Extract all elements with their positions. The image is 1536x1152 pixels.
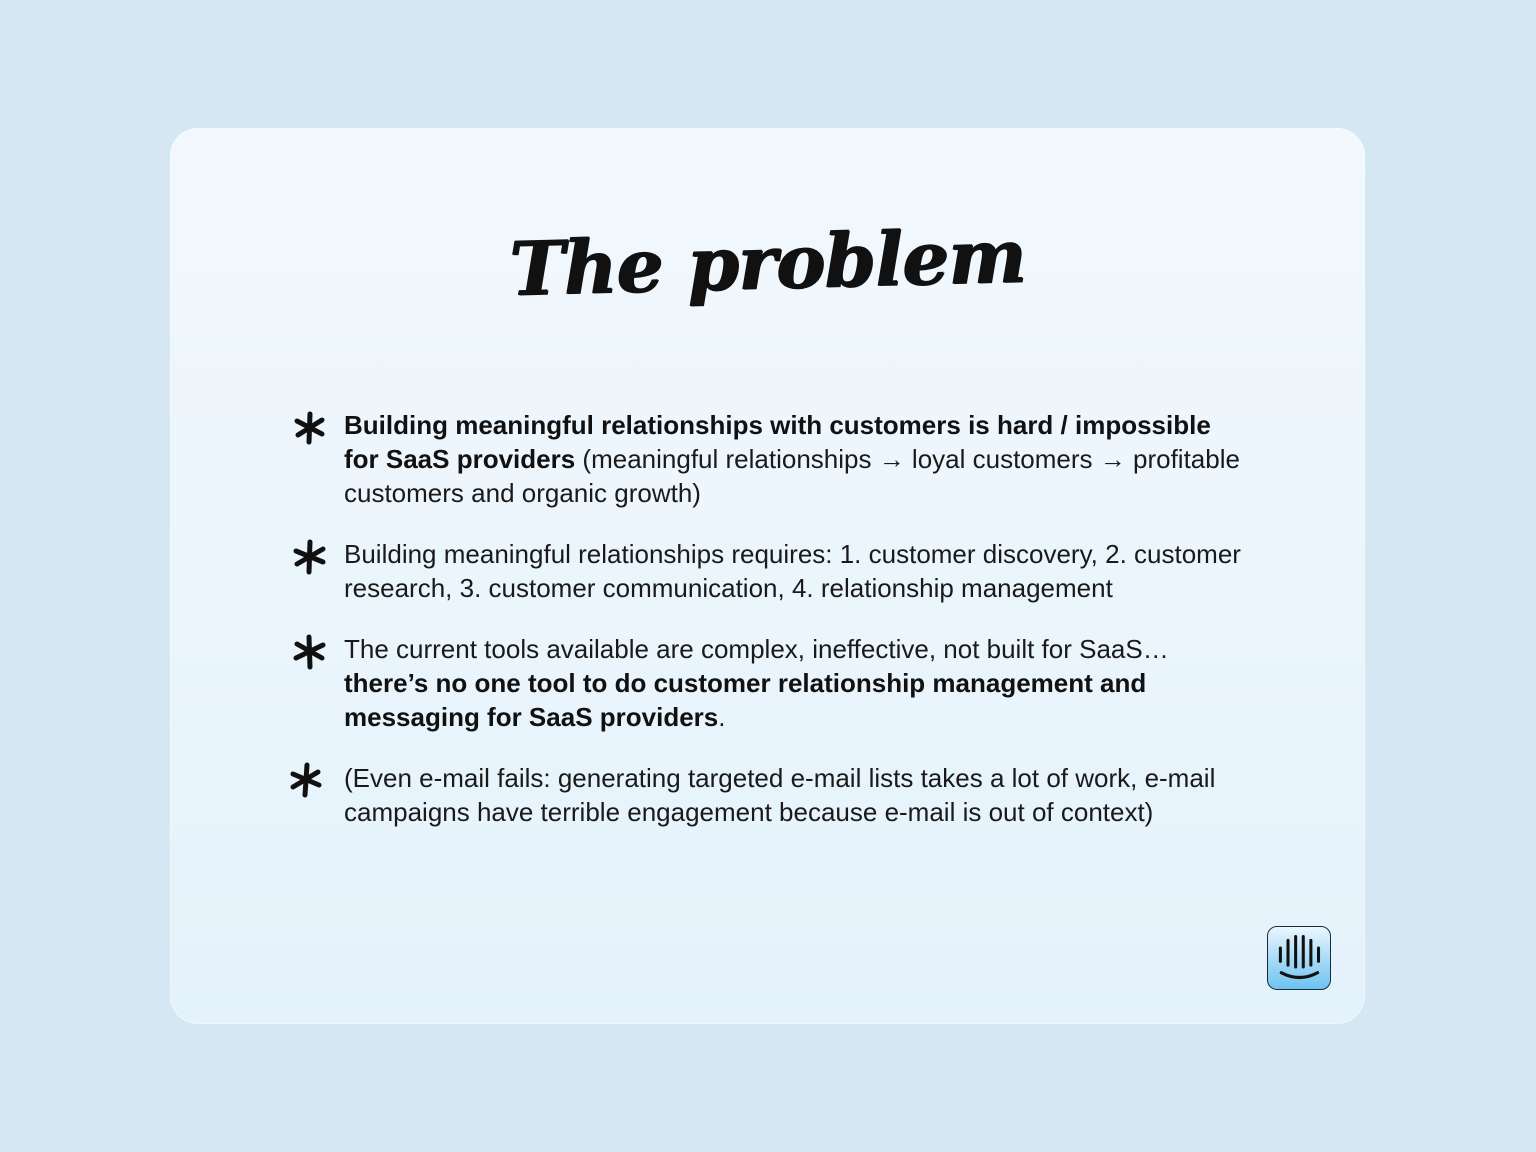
slide-card — [170, 128, 1365, 1024]
bullet-4-text: (Even e-mail fails: generating targeted e-mail lists takes a lot of work, e-mail campaigns have terrible engagement because e-mail is out of context) — [344, 763, 1216, 827]
bullet-3-text — [344, 634, 1169, 732]
bullet-2-text: Building meaningful relationships requires: 1. customer discovery, 2. customer research, 3. customer communication, 4. relationship management — [344, 539, 1241, 603]
asterisk-icon — [290, 408, 330, 448]
bullet-item-3 — [290, 632, 1250, 734]
bullet-1-text — [344, 410, 1240, 508]
bullet-item-2 — [290, 537, 1250, 605]
bullet-list — [290, 408, 1250, 856]
bullet-1-bold: Building meaningful relationships with customers is hard / impossible for SaaS providers — [344, 410, 1211, 474]
bullet-3-period: . — [718, 702, 726, 732]
bullet-3-normal: The current tools available are complex, ineffective, not built for SaaS… — [344, 634, 1169, 664]
asterisk-icon — [290, 632, 330, 672]
bullet-item-1 — [290, 408, 1250, 510]
bullet-item-4 — [290, 761, 1250, 829]
slide-title: The problem — [508, 213, 1027, 313]
asterisk-icon — [290, 537, 330, 577]
bullet-1-normal: (meaningful relationships → loyal customers → profitable customers and organic growth) — [344, 444, 1240, 508]
asterisk-icon — [286, 761, 326, 801]
intercom-logo-glyph — [1268, 927, 1329, 988]
intercom-logo-icon — [1267, 926, 1331, 990]
bullet-3-bold: there’s no one tool to do customer relationship management and messaging for SaaS providers — [344, 668, 1147, 732]
